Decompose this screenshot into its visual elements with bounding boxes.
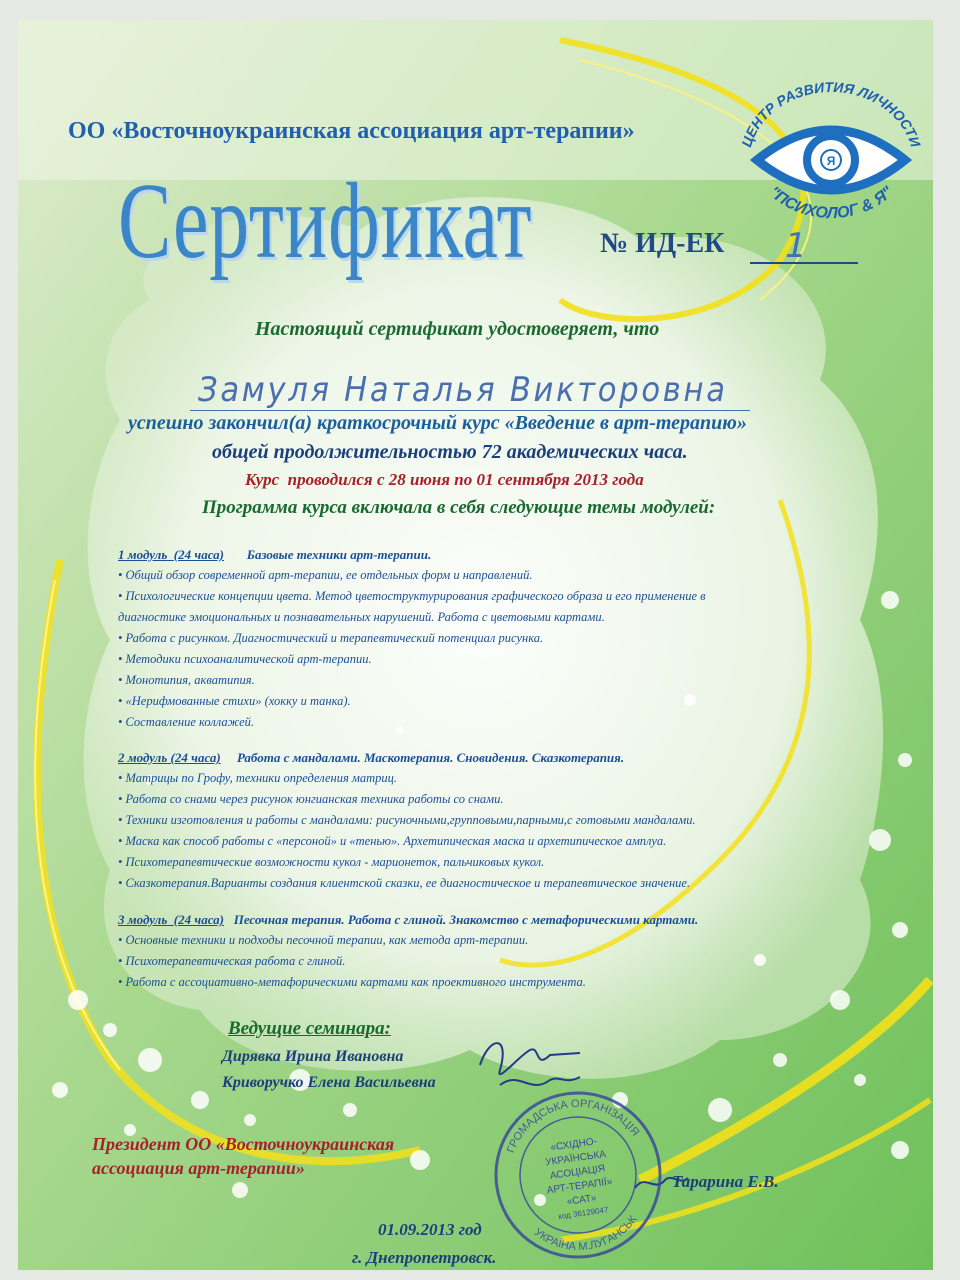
module-hours: (24 часа) [173, 547, 224, 562]
recipient-name: Замуля Наталья Викторовна [198, 370, 728, 410]
program-heading: Программа курса включала в себя следующие темы модулей: [202, 497, 716, 518]
course-dates-prefix: Курс [245, 470, 280, 489]
certificate-number-value: 1 [785, 226, 807, 266]
leader-name: Дирявка Ирина Ивановна [222, 1048, 404, 1065]
module-num: 3 модуль [118, 912, 168, 927]
list-item: • Психотерапевтические возможности кукол - марионеток, пальчиковых кукол. [118, 855, 545, 869]
course-dates [245, 470, 644, 490]
svg-text:ГРОМАДСЬКА ОРГАНІЗАЦІЯ: ГРОМАДСЬКА ОРГАНІЗАЦІЯ [505, 1097, 642, 1155]
organization-name: ОО «Восточноукраинская ассоциация арт-терапии» [68, 118, 635, 144]
list-item: • Психологические концепции цвета. Метод цветоструктурирования графического образа и его применение в [118, 589, 706, 603]
president-line-1: Президент ОО «Восточноукраинская [92, 1134, 395, 1154]
president-name: Тарарина Е.В. [672, 1172, 779, 1191]
logo-center-text: Я [826, 154, 836, 168]
list-item: • Сказкотерапия.Варианты создания клиентской сказки, ее диагностическое и терапевтическое значение. [118, 876, 691, 890]
list-item: • Техники изготовления и работы с мандалами: рисуночными,групповыми,парными,с готовыми мандалами. [118, 813, 696, 827]
list-item: • Работа с ассоциативно-метафорическими картами как проективного инструмента. [118, 975, 586, 989]
module-name: Базовые техники арт-терапии. [246, 547, 432, 562]
leaders-heading: Ведущие семинара: [228, 1018, 391, 1039]
logo-bottom-text: "ПСИХОЛОГ & Я" [765, 183, 897, 223]
certificate-title: Сертификат [118, 162, 533, 281]
issue-date: 01.09.2013 год [378, 1220, 482, 1239]
svg-text:код 36129047: код 36129047 [557, 1205, 609, 1222]
course-dates-range: проводился с 28 июня по 01 сентября 2013 года [287, 470, 644, 489]
svg-text:УКРАЇНА М.ЛУГАНСЬК: УКРАЇНА М.ЛУГАНСЬК [531, 1213, 640, 1254]
list-item: • Общий обзор современной арт-терапии, ее отдельных форм и направлений. [118, 568, 533, 582]
leader-name: Криворучко Елена Васильевна [222, 1074, 436, 1091]
svg-text:«САТ»: «САТ» [566, 1192, 598, 1208]
list-item: • Составление коллажей. [118, 715, 255, 729]
list-item: • Маска как способ работы с «персоной» и «тенью». Архетипическая маска и архетипическое амплуа. [118, 834, 667, 848]
course-duration: общей продолжительностью 72 академических часа. [212, 441, 688, 463]
certificate-number-label: № ИД-ЕК [600, 228, 725, 259]
svg-text:УКРАЇНСЬКА: УКРАЇНСЬКА [544, 1148, 607, 1169]
list-item: • Основные техники и подходы песочной терапии, как метода арт-терапии. [118, 933, 529, 947]
svg-text:«СХІДНО-: «СХІДНО- [549, 1136, 598, 1154]
logo-top-text: ЦЕНТР РАЗВИТИЯ ЛИЧНОСТИ [738, 80, 924, 149]
module-1-title [118, 547, 431, 563]
svg-text:АРТ-ТЕРАПІЇ»: АРТ-ТЕРАПІЇ» [546, 1176, 614, 1197]
list-item: • Методики психоаналитической арт-терапии. [118, 652, 372, 666]
list-item: • Психотерапевтическая работа с глиной. [118, 954, 346, 968]
module-hours: (24 часа) [173, 912, 224, 927]
svg-text:АСОЦІАЦІЯ: АСОЦІАЦІЯ [549, 1163, 606, 1182]
president-title [92, 1132, 394, 1180]
module-name: Песочная терапия. Работа с глиной. Знакомство с метафорическими картами. [233, 912, 699, 927]
intro-text: Настоящий сертификат удостоверяет, что [255, 318, 660, 340]
module-2-title [118, 750, 624, 766]
list-item: диагностике эмоциональных и познавательных нарушений. Работа с цветовыми картами. [118, 610, 605, 624]
module-hours: (24 часа) [170, 750, 221, 765]
president-line-2: ассоциация арт-терапии» [92, 1158, 305, 1178]
list-item: • Матрицы по Грофу, техники определения матриц. [118, 771, 398, 785]
stamp-seal-icon [488, 1085, 668, 1265]
module-3-title [118, 912, 698, 928]
module-num: 1 модуль [118, 547, 168, 562]
eye-logo-icon [735, 80, 927, 230]
list-item: • «Нерифмованные стихи» (хокку и танка). [118, 694, 351, 708]
list-item: • Работа со снами через рисунок юнгианская техника работы со снами. [118, 792, 504, 806]
course-completed-text: успешно закончил(а) краткосрочный курс «Введение в арт-терапию» [128, 412, 747, 434]
issue-city: г. Днепропетровск. [352, 1248, 497, 1267]
recipient-underline [190, 410, 750, 411]
module-num: 2 модуль [118, 750, 168, 765]
list-item: • Монотипия, акватипия. [118, 673, 255, 687]
list-item: • Работа с рисунком. Диагностический и терапевтический потенциал рисунка. [118, 631, 544, 645]
module-name: Работа с мандалами. Маскотерапия. Сновидения. Сказкотерапия. [236, 750, 625, 765]
